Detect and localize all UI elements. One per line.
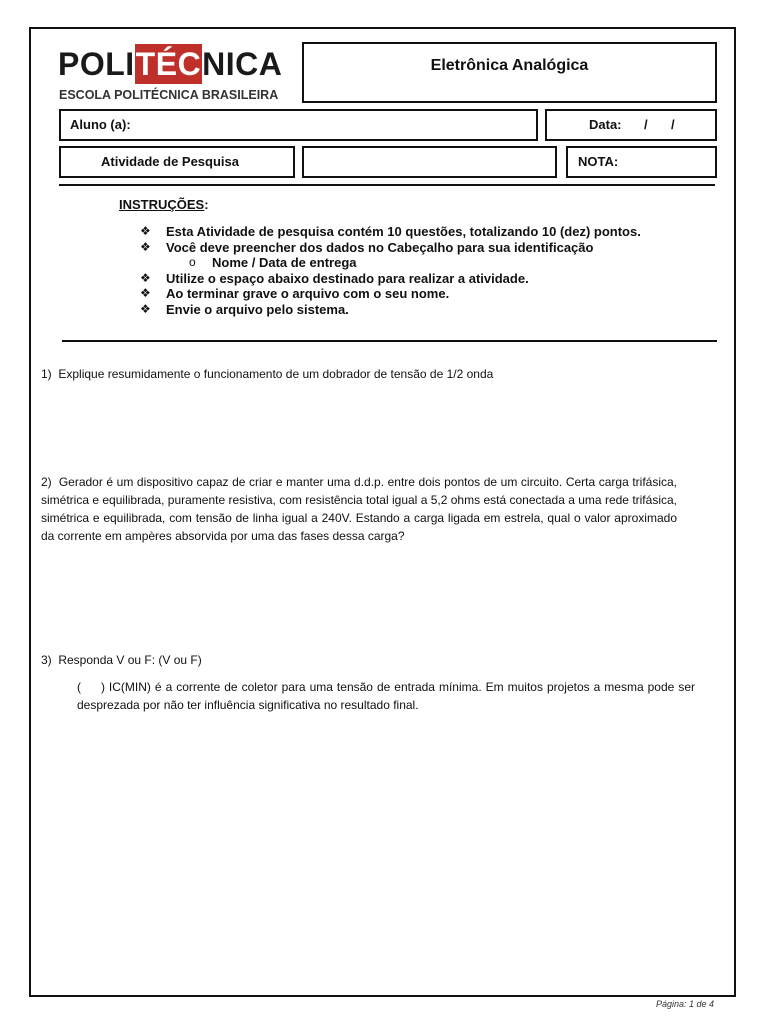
activity-type-box (59, 146, 295, 178)
instruction-item: ❖ Esta Atividade de pesquisa contém 10 questões, totalizando 10 (dez) pontos. (140, 224, 641, 239)
grade-field[interactable] (566, 146, 717, 178)
question-2 (41, 473, 677, 545)
header-divider (59, 184, 715, 186)
diamond-bullet-icon: ❖ (140, 301, 151, 316)
question-number: 1) (41, 367, 52, 381)
date-separator-1: / (644, 117, 648, 132)
activity-label: Atividade de Pesquisa (101, 154, 239, 169)
instruction-subitem: o Nome / Data de entrega (189, 255, 357, 270)
logo-subtitle: ESCOLA POLITÉCNICA BRASILEIRA (59, 88, 279, 102)
circle-bullet-icon: o (189, 255, 196, 269)
course-title: Eletrônica Analógica (430, 57, 589, 74)
course-title-box (302, 42, 717, 103)
page-number: Página: 1 de 4 (655, 999, 714, 1009)
instruction-item: ❖ Você deve preencher dos dados no Cabeçalho para sua identificação (140, 239, 594, 255)
question-3 (41, 651, 701, 669)
instruction-item: ❖ Ao terminar grave o arquivo com o seu nome. (140, 286, 450, 301)
student-label: Aluno (a): (70, 117, 131, 132)
logo-part-1: POLI (58, 45, 135, 82)
question-number: 2) (41, 475, 52, 489)
instructions-title: INSTRUÇÕES: (119, 197, 209, 212)
question-1 (41, 365, 701, 383)
diamond-bullet-icon: ❖ (140, 270, 151, 285)
question-text: Responda V ou F: (V ou F) (58, 653, 202, 667)
diamond-bullet-icon: ❖ (140, 286, 151, 300)
date-field[interactable] (545, 109, 717, 141)
instruction-item: ❖ Utilize o espaço abaixo destinado para realizar a atividade. (140, 270, 529, 286)
question-number: 3) (41, 653, 52, 667)
instructions-divider (62, 340, 717, 342)
question-text: Explique resumidamente o funcionamento de um dobrador de tensão de 1/2 onda (58, 367, 494, 381)
true-false-item: ( ) IC(MIN) é a corrente de coletor para uma tensão de entrada mínima. Em muitos projetos a mesma pode ser desprezada por não ter influência significativa no resultado final. (77, 680, 699, 712)
student-field[interactable] (59, 109, 538, 141)
logo-part-2: TÉC (135, 44, 203, 84)
instruction-item: ❖ Envie o arquivo pelo sistema. (140, 301, 349, 317)
activity-blank-field[interactable] (302, 146, 557, 178)
logo-part-3: NICA (202, 45, 283, 82)
logo-wordmark (58, 44, 282, 84)
school-logo (58, 42, 298, 104)
date-label: Data: (589, 117, 622, 132)
grade-label: NOTA: (578, 154, 619, 169)
date-separator-2: / (671, 117, 675, 132)
instructions-list (140, 224, 641, 317)
question-text: Gerador é um dispositivo capaz de criar e manter uma d.d.p. entre dois pontos de um circuito. Certa carga trifásica, simétrica e equilibrada, puramente resistiva, com resistência total igual a 5,2 ohms está conectada a uma rede trifásica, simétrica e equilibrada, com tensão de linha igual a 240V. Estando a carga ligada em estrela, qual o valor aproximado da corrente em ampères absorvida por uma das fases dessa carga? (41, 475, 678, 543)
diamond-bullet-icon: ❖ (140, 224, 151, 238)
diamond-bullet-icon: ❖ (140, 239, 151, 254)
